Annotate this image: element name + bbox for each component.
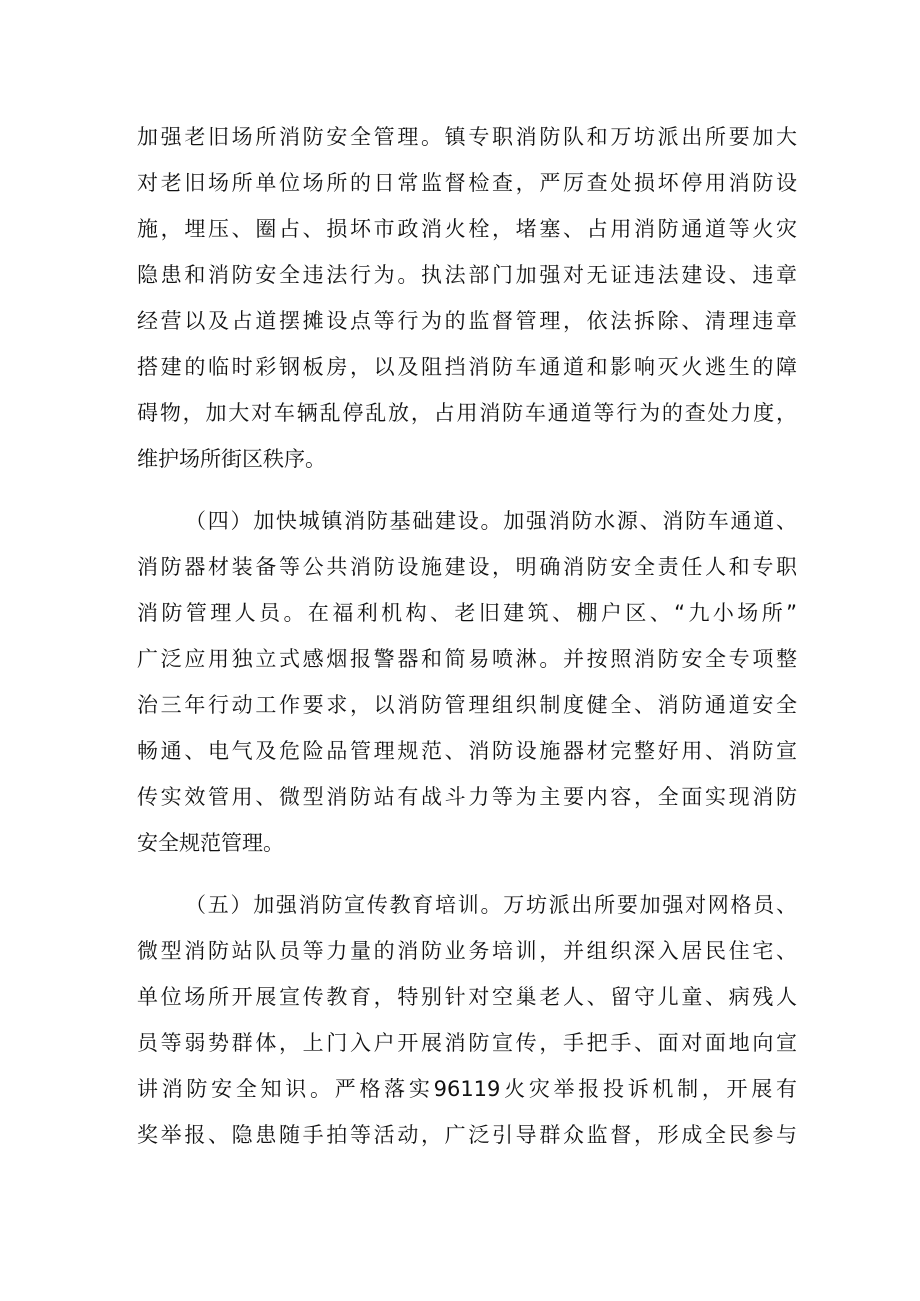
paragraph-line: 畅通、电气及危险品管理规范、消防设施器材完整好用、消防宣 (137, 739, 797, 763)
paragraph-line: 单位场所开展宣传教育，特别针对空巢老人、留守儿童、病残人 (137, 985, 797, 1009)
paragraph-line: 微型消防站队员等力量的消防业务培训，并组织深入居民住宅、 (137, 939, 797, 963)
paragraph-line: 经营以及占道摆摊设点等行为的监督管理，依法拆除、清理违章 (137, 309, 797, 333)
paragraph-line: 碍物，加大对车辆乱停乱放，占用消防车通道等行为的查处力度， (137, 401, 797, 425)
paragraph-line: 加强老旧场所消防安全管理。镇专职消防队和万坊派出所要加大 (137, 125, 797, 149)
paragraph-line: 讲消防安全知识。严格落实96119火灾举报投诉机制，开展有 (137, 1077, 797, 1101)
paragraph-line: 隐患和消防安全违法行为。执法部门加强对无证违法建设、违章 (137, 263, 797, 287)
paragraph-line: 员等弱势群体，上门入户开展消防宣传，手把手、面对面地向宣 (137, 1031, 797, 1055)
paragraph-line: 消防管理人员。在福利机构、老旧建筑、棚户区、“九小场所” (137, 601, 797, 625)
paragraph-line: 广泛应用独立式感烟报警器和简易喷淋。并按照消防安全专项整 (137, 647, 797, 671)
paragraph-line: 传实效管用、微型消防站有战斗力等为主要内容，全面实现消防 (137, 785, 797, 809)
paragraph-line: 安全规范管理。 (137, 831, 284, 855)
paragraph-line: 对老旧场所单位场所的日常监督检查，严厉查处损坏停用消防设 (137, 171, 797, 195)
paragraph-line: 治三年行动工作要求，以消防管理组织制度健全、消防通道安全 (137, 693, 797, 717)
paragraph-line: 搭建的临时彩钢板房，以及阻挡消防车通道和影响灭火逃生的障 (137, 355, 797, 379)
paragraph-line: 施，埋压、圈占、损坏市政消火栓，堵塞、占用消防通道等火灾 (137, 217, 797, 241)
paragraph-line: 消防器材装备等公共消防设施建设，明确消防安全责任人和专职 (137, 555, 797, 579)
section-heading-line: （五）加强消防宣传教育培训。万坊派出所要加强对网格员、 (185, 893, 797, 917)
paragraph-line: 维护场所街区秩序。 (137, 447, 326, 471)
section-heading-line: （四）加快城镇消防基础建设。加强消防水源、消防车通道、 (185, 509, 797, 533)
paragraph-line: 奖举报、隐患随手拍等活动，广泛引导群众监督，形成全民参与 (137, 1123, 797, 1147)
